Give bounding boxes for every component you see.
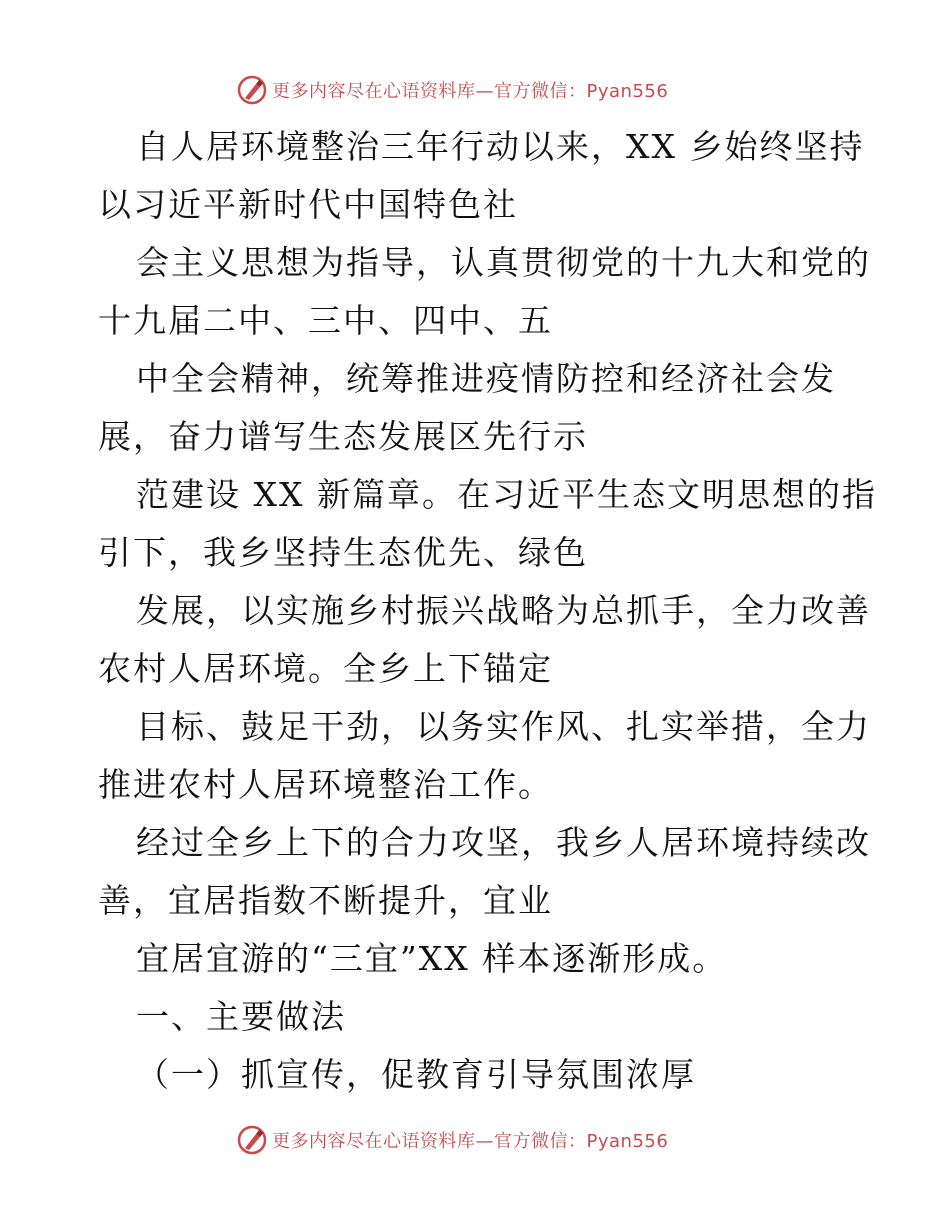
section-heading: 一、主要做法 [136,997,346,1036]
paragraph-line: 以习近平新时代中国特色社 [98,185,518,224]
paragraph-line: 会主义思想为指导，认真贯彻党的十九大和党的 [136,243,871,282]
banner-brand-text: 更多内容尽在心语资料库 [272,81,476,102]
paragraph-line: 展，奋力谱写生态发展区先行示 [98,417,588,456]
paragraph-line: 宜居宜游的“三宜”XX 样本逐渐形成。 [136,939,728,978]
paragraph-line: 十九届二中、三中、四中、五 [98,301,553,340]
paragraph-line: 目标、鼓足干劲，以务实作风、扎实举措，全力 [136,707,871,746]
paragraph-line: 范建设 XX 新篇章。在习近平生态文明思想的指 [136,475,877,514]
paragraph-line: 自人居环境整治三年行动以来，XX 乡始终坚持 [136,127,865,166]
header-watermark-banner [236,73,668,107]
banner-contact-text: —官方微信：Pyan556 [475,1131,669,1152]
document-body [98,118,877,1104]
paragraph-line: 经过全乡上下的合力攻坚，我乡人居环境持续改 [136,823,871,862]
paragraph-line: 发展，以实施乡村振兴战略为总抓手，全力改善 [136,591,871,630]
pen-logo-icon [236,74,268,106]
banner-contact-text: —官方微信：Pyan556 [475,81,669,102]
paragraph-line: 善，宜居指数不断提升，宜业 [98,881,553,920]
paragraph-line: 农村人居环境。全乡上下锚定 [98,649,553,688]
paragraph-line: 推进农村人居环境整治工作。 [98,765,553,804]
banner-brand-text: 更多内容尽在心语资料库 [272,1131,476,1152]
paragraph-line: 引下，我乡坚持生态优先、绿色 [98,533,588,572]
subsection-heading: （一）抓宣传，促教育引导氛围浓厚 [136,1055,696,1094]
paragraph-line: 中全会精神，统筹推进疫情防控和经济社会发 [136,359,836,398]
footer-watermark-banner [236,1123,668,1157]
pen-logo-icon [236,1124,268,1156]
